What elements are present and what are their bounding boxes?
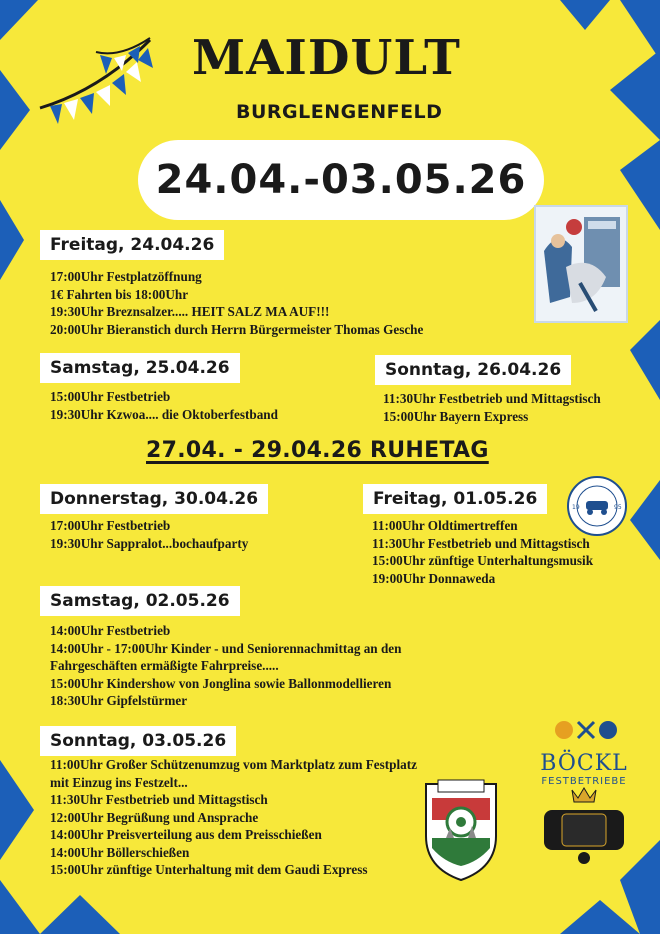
event-item: 11:00Uhr Oldtimertreffen	[372, 518, 518, 533]
day-label-sun-26: Sonntag, 26.04.26	[375, 355, 571, 385]
day-label-sat-02: Samstag, 02.05.26	[40, 586, 240, 616]
page-title: MAIDULT	[192, 30, 461, 86]
date-range-badge	[138, 140, 544, 220]
bunting-garland	[40, 38, 153, 124]
event-item: 14:00Uhr Preisverteilung aus dem Preisschießen	[50, 827, 322, 842]
event-list-sun-26	[383, 390, 601, 425]
day-label-fri-24: Freitag, 24.04.26	[40, 230, 224, 260]
event-item: 15:00Uhr Festbetrieb	[50, 389, 171, 404]
schuetzengau-crest-logo	[418, 776, 504, 884]
rest-days-notice: 27.04. - 29.04.26 RUHETAG	[146, 438, 489, 463]
event-item: 18:30Uhr Gipfelstürmer	[50, 693, 188, 708]
event-item: 17:00Uhr Festbetrieb	[50, 518, 171, 533]
event-item: 15:00Uhr Bayern Express	[383, 408, 529, 424]
event-item: 11:00Uhr Großer Schützenumzug vom Marktplatz zum Festplatz	[50, 757, 418, 772]
event-item: 11:30Uhr Festbetrieb und Mittagstisch	[50, 792, 268, 807]
day-label-sun-03: Sonntag, 03.05.26	[40, 726, 236, 756]
day-label-thu-30: Donnerstag, 30.04.26	[40, 484, 268, 514]
schneider-weisse-logo	[538, 786, 630, 866]
event-item: 14:00Uhr Festbetrieb	[50, 623, 171, 638]
svg-text:19: 19	[572, 504, 580, 511]
event-item: 14:00Uhr Böllerschießen	[50, 844, 190, 860]
event-item: 14:00Uhr - 17:00Uhr Kinder - und Seniorennachmittag an den	[50, 640, 402, 656]
event-item: 19:30Uhr Breznsalzer..... HEIT SALZ MA AUF!!!	[50, 304, 330, 319]
event-item: 20:00Uhr Bieranstich durch Herrn Bürgermeister Thomas Gesche	[50, 321, 424, 337]
event-item: 12:00Uhr Begrüßung und Ansprache	[50, 809, 259, 825]
svg-text:95: 95	[614, 504, 622, 511]
event-list-fri-24	[50, 268, 423, 338]
location-subtitle: BURGLENGENFELD	[236, 101, 443, 123]
event-item: 15:00Uhr Kindershow von Jonglina sowie Ballonmodellieren	[50, 675, 392, 691]
event-list-sun-03	[50, 756, 417, 879]
event-item: 19:30Uhr Sappralot...bochaufparty	[50, 535, 249, 551]
date-range-text: 24.04.-03.05.26	[155, 157, 527, 203]
event-item: 17:00Uhr Festplatzöffnung	[50, 269, 202, 284]
carousel-illustration	[534, 205, 628, 323]
day-label-fri-01: Freitag, 01.05.26	[363, 484, 547, 514]
boeckl-icons	[534, 718, 634, 742]
event-item: Fahrgeschäften ermäßigte Fahrpreise.....	[50, 658, 279, 673]
event-item: 19:30Uhr Kzwoa.... die Oktoberfestband	[50, 406, 278, 422]
event-list-sat-02	[50, 622, 401, 710]
oldtimer-stamp-logo	[566, 475, 628, 537]
event-item: 11:30Uhr Festbetrieb und Mittagstisch	[383, 391, 601, 406]
event-list-thu-30	[50, 517, 248, 552]
event-item: 11:30Uhr Festbetrieb und Mittagstisch	[372, 535, 590, 551]
boeckl-name: BÖCKL	[540, 751, 628, 776]
event-item: 19:00Uhr Donnaweda	[372, 570, 496, 586]
event-list-sat-25	[50, 388, 278, 423]
event-item: 1€ Fahrten bis 18:00Uhr	[50, 286, 189, 302]
event-item: 15:00Uhr zünftige Unterhaltungsmusik	[372, 553, 594, 568]
boeckl-logo	[534, 718, 634, 787]
event-item: mit Einzug ins Festzelt...	[50, 774, 188, 790]
day-label-sat-25: Samstag, 25.04.26	[40, 353, 240, 383]
event-list-fri-01	[372, 517, 593, 587]
event-item: 15:00Uhr zünftige Unterhaltung mit dem Gaudi Express	[50, 862, 368, 877]
fairground-image	[536, 207, 626, 321]
boeckl-subtitle: FESTBETRIEBE	[541, 776, 627, 787]
